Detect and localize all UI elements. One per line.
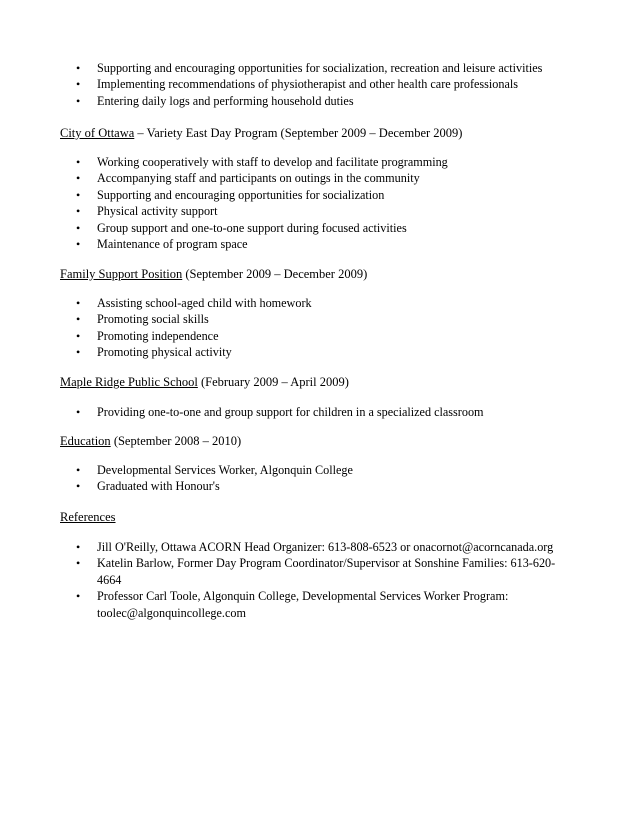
list-item: • Developmental Services Worker, Algonquin College (76, 463, 353, 477)
section-city-of-ottawa (60, 125, 580, 141)
bullet-icon: • (76, 155, 81, 169)
list-item: • Working cooperatively with staff to develop and facilitate programming (76, 155, 448, 169)
bullet-icon: • (76, 540, 81, 554)
bullet-icon: • (76, 77, 81, 92)
section-family-support-list-block (60, 295, 580, 361)
list-item: • Maintenance of program space (76, 237, 248, 252)
section-education-list-block (60, 462, 580, 495)
section-org: Maple Ridge Public School (60, 375, 198, 389)
list-item: • Graduated with Honour's (76, 479, 220, 494)
bullet-icon: • (76, 61, 81, 75)
bullet-icon: • (76, 93, 81, 108)
bullet-icon: • (76, 220, 81, 235)
section-heading (60, 509, 580, 525)
section-city-of-ottawa-list-block (60, 154, 580, 252)
section-education (60, 433, 580, 449)
bullet-icon: • (76, 328, 81, 343)
section-detail: – Variety East Day Program (September 2009 – December 2009) (134, 126, 463, 140)
section-org: Education (60, 434, 111, 448)
section-list (60, 154, 580, 252)
list-item: • Jill O'Reilly, Ottawa ACORN Head Organizer: 613-808-6523 or onacornot@acorncanada.org (76, 540, 554, 554)
list-item: • Promoting independence (76, 328, 219, 343)
section-maple-ridge-list-block (60, 404, 580, 420)
section-heading (60, 433, 580, 449)
list-item: • Implementing recommendations of physiotherapist and other health care professionals (76, 77, 519, 92)
list-item: • Assisting school-aged child with homework (76, 296, 312, 310)
bullet-icon: • (76, 405, 81, 419)
list-item: • Promoting physical activity (76, 345, 232, 360)
list-item: • Group support and one-to-one support during focused activities (76, 220, 407, 235)
list-item: • Supporting and encouraging opportunities for socialization, recreation and leisure activities (76, 61, 543, 75)
bullet-icon: • (76, 312, 81, 327)
section-detail: (September 2009 – December 2009) (182, 267, 368, 281)
list-item: • Promoting social skills (76, 312, 209, 327)
list-item: • Supporting and encouraging opportunities for socialization (76, 187, 385, 202)
section-list (60, 462, 580, 495)
bullet-icon: • (76, 463, 81, 477)
section-heading (60, 374, 580, 390)
bullet-icon: • (76, 296, 81, 310)
bullet-icon: • (76, 171, 81, 186)
bullet-icon: • (76, 237, 81, 252)
section-list (60, 295, 580, 361)
bullet-icon: • (76, 204, 81, 219)
intro-list-block (60, 60, 580, 109)
bullet-icon: • (76, 589, 81, 604)
intro-list (60, 60, 580, 109)
bullet-icon: • (76, 556, 81, 571)
section-list (60, 539, 580, 621)
section-detail: (February 2009 – April 2009) (197, 375, 349, 389)
section-heading (60, 266, 580, 282)
bullet-icon: • (76, 479, 81, 494)
list-item: • Physical activity support (76, 204, 218, 219)
section-org: References (60, 510, 116, 524)
section-heading (60, 125, 580, 141)
list-item: • Accompanying staff and participants on outings in the community (76, 171, 420, 186)
section-family-support (60, 266, 580, 282)
list-item: • Providing one-to-one and group support for children in a specialized classroom (76, 405, 484, 419)
section-maple-ridge (60, 374, 580, 390)
bullet-icon: • (76, 187, 81, 202)
section-references (60, 509, 580, 525)
section-detail: (September 2008 – 2010) (110, 434, 242, 448)
bullet-icon: • (76, 345, 81, 360)
section-org: Family Support Position (60, 267, 183, 281)
list-item: • Entering daily logs and performing household duties (76, 93, 354, 108)
section-references-list-block (60, 539, 580, 621)
list-item: • Katelin Barlow, Former Day Program Coordinator/Supervisor at Sonshine Families: 613-620-4664 (76, 556, 556, 587)
section-org: City of Ottawa (60, 126, 135, 140)
list-item: • Professor Carl Toole, Algonquin College, Developmental Services Worker Program: toolec@algonquincollege.com (76, 589, 509, 620)
section-list (60, 404, 580, 420)
